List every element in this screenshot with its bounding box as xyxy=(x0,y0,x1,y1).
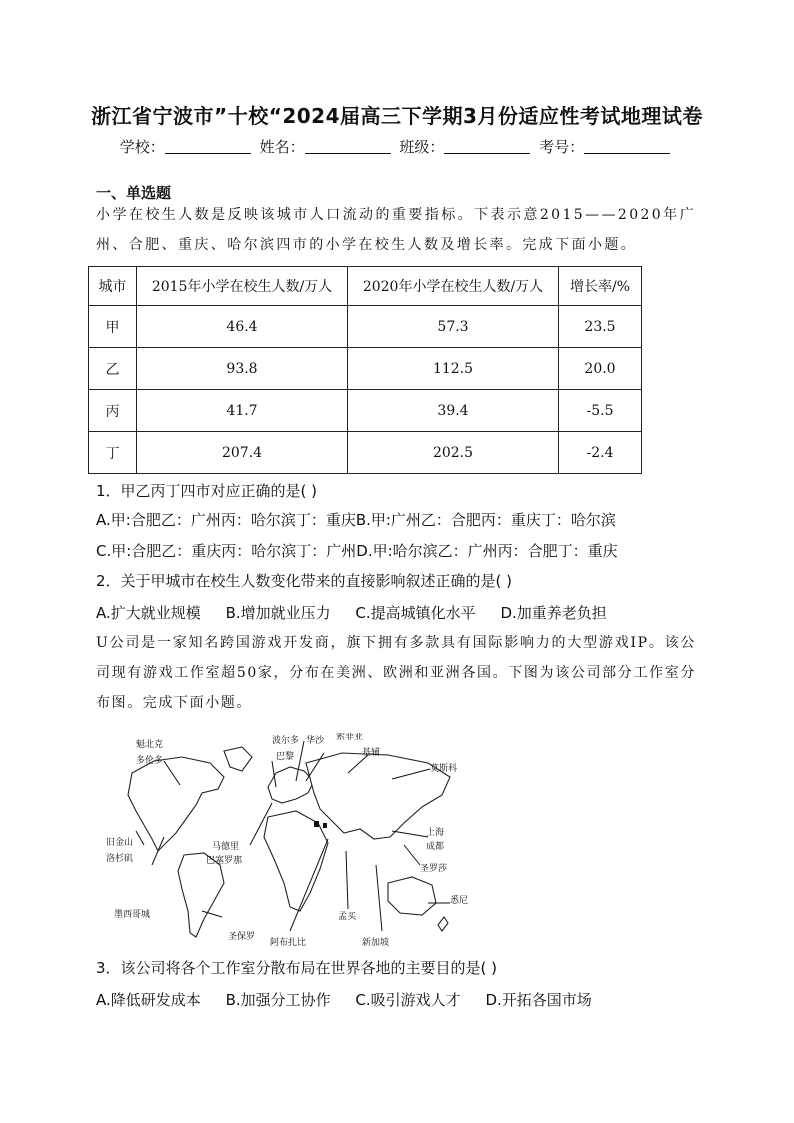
section-heading: 一、单选题 xyxy=(96,184,172,202)
table-row xyxy=(89,432,642,474)
caspian-mark xyxy=(314,821,319,827)
name-blank[interactable] xyxy=(305,139,391,154)
aral-mark xyxy=(323,823,327,828)
table-cell: 乙 xyxy=(89,348,137,390)
name-label: 姓名： xyxy=(259,138,305,156)
world-map-figure xyxy=(92,733,472,948)
option-b: B.加强分工协作 xyxy=(225,991,331,1009)
label-shanghai: 上海 xyxy=(426,828,445,838)
table-cell: 丙 xyxy=(89,390,137,432)
table-row xyxy=(89,348,642,390)
label-abudhabi: 阿布扎比 xyxy=(270,938,307,948)
label-bordeaux: 波尔多 xyxy=(272,736,300,746)
label-singapore: 新加坡 xyxy=(362,938,390,948)
table-cell: 57.3 xyxy=(348,306,559,348)
class-label: 班级： xyxy=(399,138,445,156)
label-toronto: 多伦多 xyxy=(136,756,164,766)
label-saopaulo: 圣保罗 xyxy=(228,932,256,942)
table-header-row xyxy=(89,267,642,306)
school-label: 学校： xyxy=(119,138,165,156)
table-cell: 39.4 xyxy=(348,390,559,432)
option-a: A.降低研发成本 xyxy=(96,991,201,1009)
label-chengdu: 成都 xyxy=(426,842,445,852)
table-cell: 丁 xyxy=(89,432,137,474)
table-cell: 207.4 xyxy=(137,432,348,474)
question-2-stem: 2．关于甲城市在校生人数变化带来的直接影响叙述正确的是( ) xyxy=(96,572,513,590)
asia-shape xyxy=(306,753,450,839)
table-cell: 23.5 xyxy=(559,306,642,348)
continents xyxy=(128,747,450,937)
table-cell: 46.4 xyxy=(137,306,348,348)
label-mumbai: 孟买 xyxy=(338,912,357,922)
option-b: B.增加就业压力 xyxy=(225,604,331,622)
north-america-shape xyxy=(128,757,224,851)
student-count-table xyxy=(88,266,642,474)
table-row xyxy=(89,306,642,348)
table-header-cell: 增长率/% xyxy=(559,267,642,306)
table-cell: 112.5 xyxy=(348,348,559,390)
australia-shape xyxy=(388,877,436,915)
page-title: 浙江省宁波市”十校“2024届高三下学期3月份适应性考试地理试卷 xyxy=(91,104,703,128)
student-info-line xyxy=(0,136,794,157)
table-header-cell: 2015年小学在校生人数/万人 xyxy=(137,267,348,306)
label-sofia: 索菲亚 xyxy=(336,733,364,742)
table-cell: 41.7 xyxy=(137,390,348,432)
number-label: 考号： xyxy=(539,138,585,156)
table-cell: 202.5 xyxy=(348,432,559,474)
question-1-stem: 1．甲乙丙丁四市对应正确的是( ) xyxy=(96,482,318,500)
passage-1: 小学在校生人数是反映该城市人口流动的重要指标。下表示意2015——2020年广州、合肥、重庆、哈尔滨四市的小学在校生人数及增长率。完成下面小题。 xyxy=(96,207,696,253)
label-sf: 旧金山 xyxy=(106,838,134,848)
table-cell: -2.4 xyxy=(559,432,642,474)
table-cell: 甲 xyxy=(89,306,137,348)
question-2-options xyxy=(96,602,627,623)
label-mexico: 墨西哥城 xyxy=(114,910,151,920)
number-blank[interactable] xyxy=(584,139,670,154)
option-d: D.开拓各国市场 xyxy=(485,991,592,1009)
label-warsaw: 华沙 xyxy=(306,736,325,746)
europe-shape xyxy=(268,767,314,803)
label-moscow: 莫斯科 xyxy=(430,764,458,774)
option-d: D.加重养老负担 xyxy=(500,604,607,622)
table-row xyxy=(89,390,642,432)
label-manila: 圣罗莎 xyxy=(420,864,448,874)
option-c: C.吸引游戏人才 xyxy=(355,991,461,1009)
table-header-cell: 2020年小学在校生人数/万人 xyxy=(348,267,559,306)
table-header-cell: 城市 xyxy=(89,267,137,306)
table-cell: 20.0 xyxy=(559,348,642,390)
table-cell: -5.5 xyxy=(559,390,642,432)
label-la: 洛杉矶 xyxy=(106,854,134,864)
label-sydney: 悉尼 xyxy=(450,896,469,906)
school-blank[interactable] xyxy=(165,139,251,154)
passage-2: U公司是一家知名跨国游戏开发商，旗下拥有多款具有国际影响力的大型游戏IP。该公司现有游戏工作室超50家，分布在美洲、欧洲和亚洲各国。下图为该公司部分工作室分布图。完成下面小题。 xyxy=(96,635,696,711)
question-1-options-line-2: C.甲:合肥乙：重庆丙：哈尔滨丁：广州D.甲:哈尔滨乙：广州丙：合肥丁：重庆 xyxy=(96,542,618,560)
option-c: C.提高城镇化水平 xyxy=(355,604,476,622)
option-a: A.扩大就业规模 xyxy=(96,604,201,622)
new-zealand-shape xyxy=(438,917,448,931)
label-madrid: 马德里 xyxy=(212,842,240,852)
table-cell: 93.8 xyxy=(137,348,348,390)
question-3-stem: 3．该公司将各个工作室分散布局在世界各地的主要目的是( ) xyxy=(96,959,498,977)
label-barcelona: 巴塞罗那 xyxy=(206,856,243,866)
class-blank[interactable] xyxy=(444,139,530,154)
question-1-options-line-1: A.甲:合肥乙：广州丙：哈尔滨丁：重庆B.甲:广州乙：合肥丙：重庆丁：哈尔滨 xyxy=(96,511,616,529)
label-montreal: 魁北克 xyxy=(136,740,164,750)
label-kyiv: 基辅 xyxy=(362,748,381,758)
greenland-shape xyxy=(224,747,252,771)
label-paris: 巴黎 xyxy=(276,752,295,762)
question-3-options xyxy=(96,989,612,1010)
